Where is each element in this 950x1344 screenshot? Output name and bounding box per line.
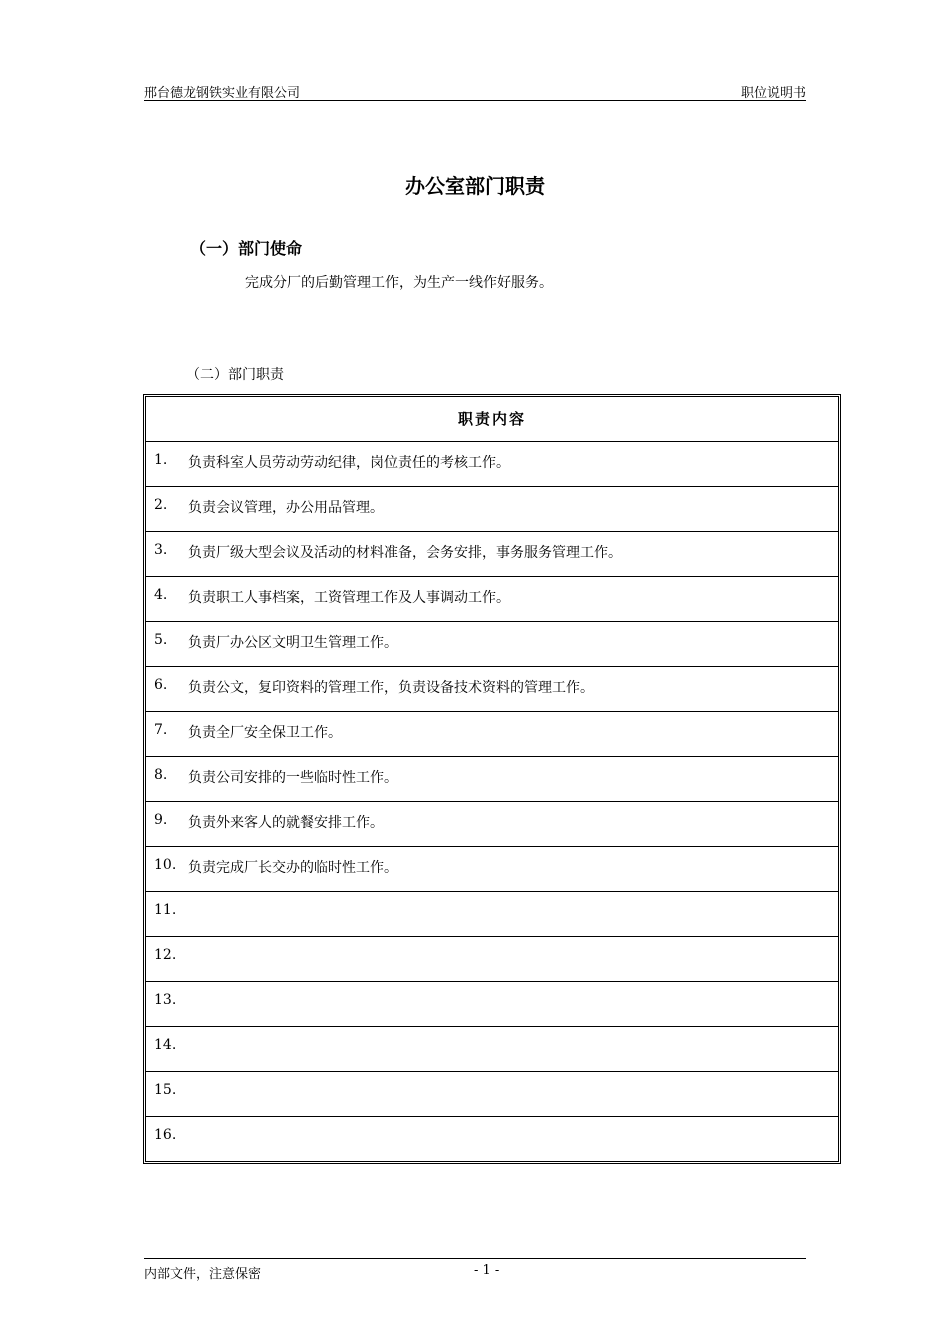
table-row — [146, 1117, 838, 1161]
row-text: 负责外来客人的就餐安排工作。 — [188, 815, 384, 831]
table-row — [146, 442, 838, 487]
document-type: 职位说明书 — [740, 86, 806, 101]
row-number: 3. — [154, 542, 168, 558]
company-name: 邢台德龙钢铁实业有限公司 — [144, 86, 301, 101]
row-text: 负责公文，复印资料的管理工作，负责设备技术资料的管理工作。 — [188, 680, 594, 696]
table-row — [146, 712, 838, 757]
section-duties-heading: （二）部门职责 — [186, 367, 284, 383]
page-number: - 1 - — [474, 1263, 500, 1278]
duty-table — [143, 394, 841, 1164]
row-text: 负责厂级大型会议及活动的材料准备，会务安排，事务服务管理工作。 — [188, 545, 622, 561]
table-row — [146, 892, 838, 937]
table-row — [146, 1072, 838, 1117]
row-text: 负责完成厂长交办的临时性工作。 — [188, 860, 398, 876]
row-number: 10. — [154, 857, 177, 873]
row-number: 6. — [154, 677, 168, 693]
table-row — [146, 667, 838, 712]
table-row — [146, 1027, 838, 1072]
row-number: 9. — [154, 812, 168, 828]
table-row — [146, 577, 838, 622]
table-body — [146, 442, 838, 1161]
row-number: 7. — [154, 722, 168, 738]
table-row — [146, 757, 838, 802]
row-number: 15. — [154, 1082, 177, 1098]
table-row — [146, 982, 838, 1027]
table-row — [146, 937, 838, 982]
row-text: 负责厂办公区文明卫生管理工作。 — [188, 635, 398, 651]
row-number: 12. — [154, 947, 177, 963]
section-mission-heading: （一）部门使命 — [190, 239, 303, 258]
table-row — [146, 802, 838, 847]
row-number: 5. — [154, 632, 168, 648]
row-number: 13. — [154, 992, 177, 1008]
table-header: 职责内容 — [146, 397, 838, 442]
page-title: 办公室部门职责 — [405, 174, 545, 198]
table-row — [146, 532, 838, 577]
row-text: 负责公司安排的一些临时性工作。 — [188, 770, 398, 786]
row-text: 负责职工人事档案，工资管理工作及人事调动工作。 — [188, 590, 510, 606]
row-number: 14. — [154, 1037, 177, 1053]
row-number: 16. — [154, 1127, 177, 1143]
row-number: 1. — [154, 452, 168, 468]
table-row — [146, 487, 838, 532]
confidential-note: 内部文件，注意保密 — [144, 1267, 262, 1282]
page-footer — [144, 1258, 806, 1283]
row-number: 2. — [154, 497, 168, 513]
mission-text: 完成分厂的后勤管理工作，为生产一线作好服务。 — [245, 275, 553, 291]
row-number: 4. — [154, 587, 168, 603]
row-text: 负责科室人员劳动劳动纪律，岗位责任的考核工作。 — [188, 455, 510, 471]
table-row — [146, 847, 838, 892]
row-number: 11. — [154, 902, 177, 918]
row-number: 8. — [154, 767, 168, 783]
page-header — [144, 80, 806, 101]
table-row — [146, 622, 838, 667]
row-text: 负责会议管理，办公用品管理。 — [188, 500, 384, 516]
row-text: 负责全厂安全保卫工作。 — [188, 725, 342, 741]
